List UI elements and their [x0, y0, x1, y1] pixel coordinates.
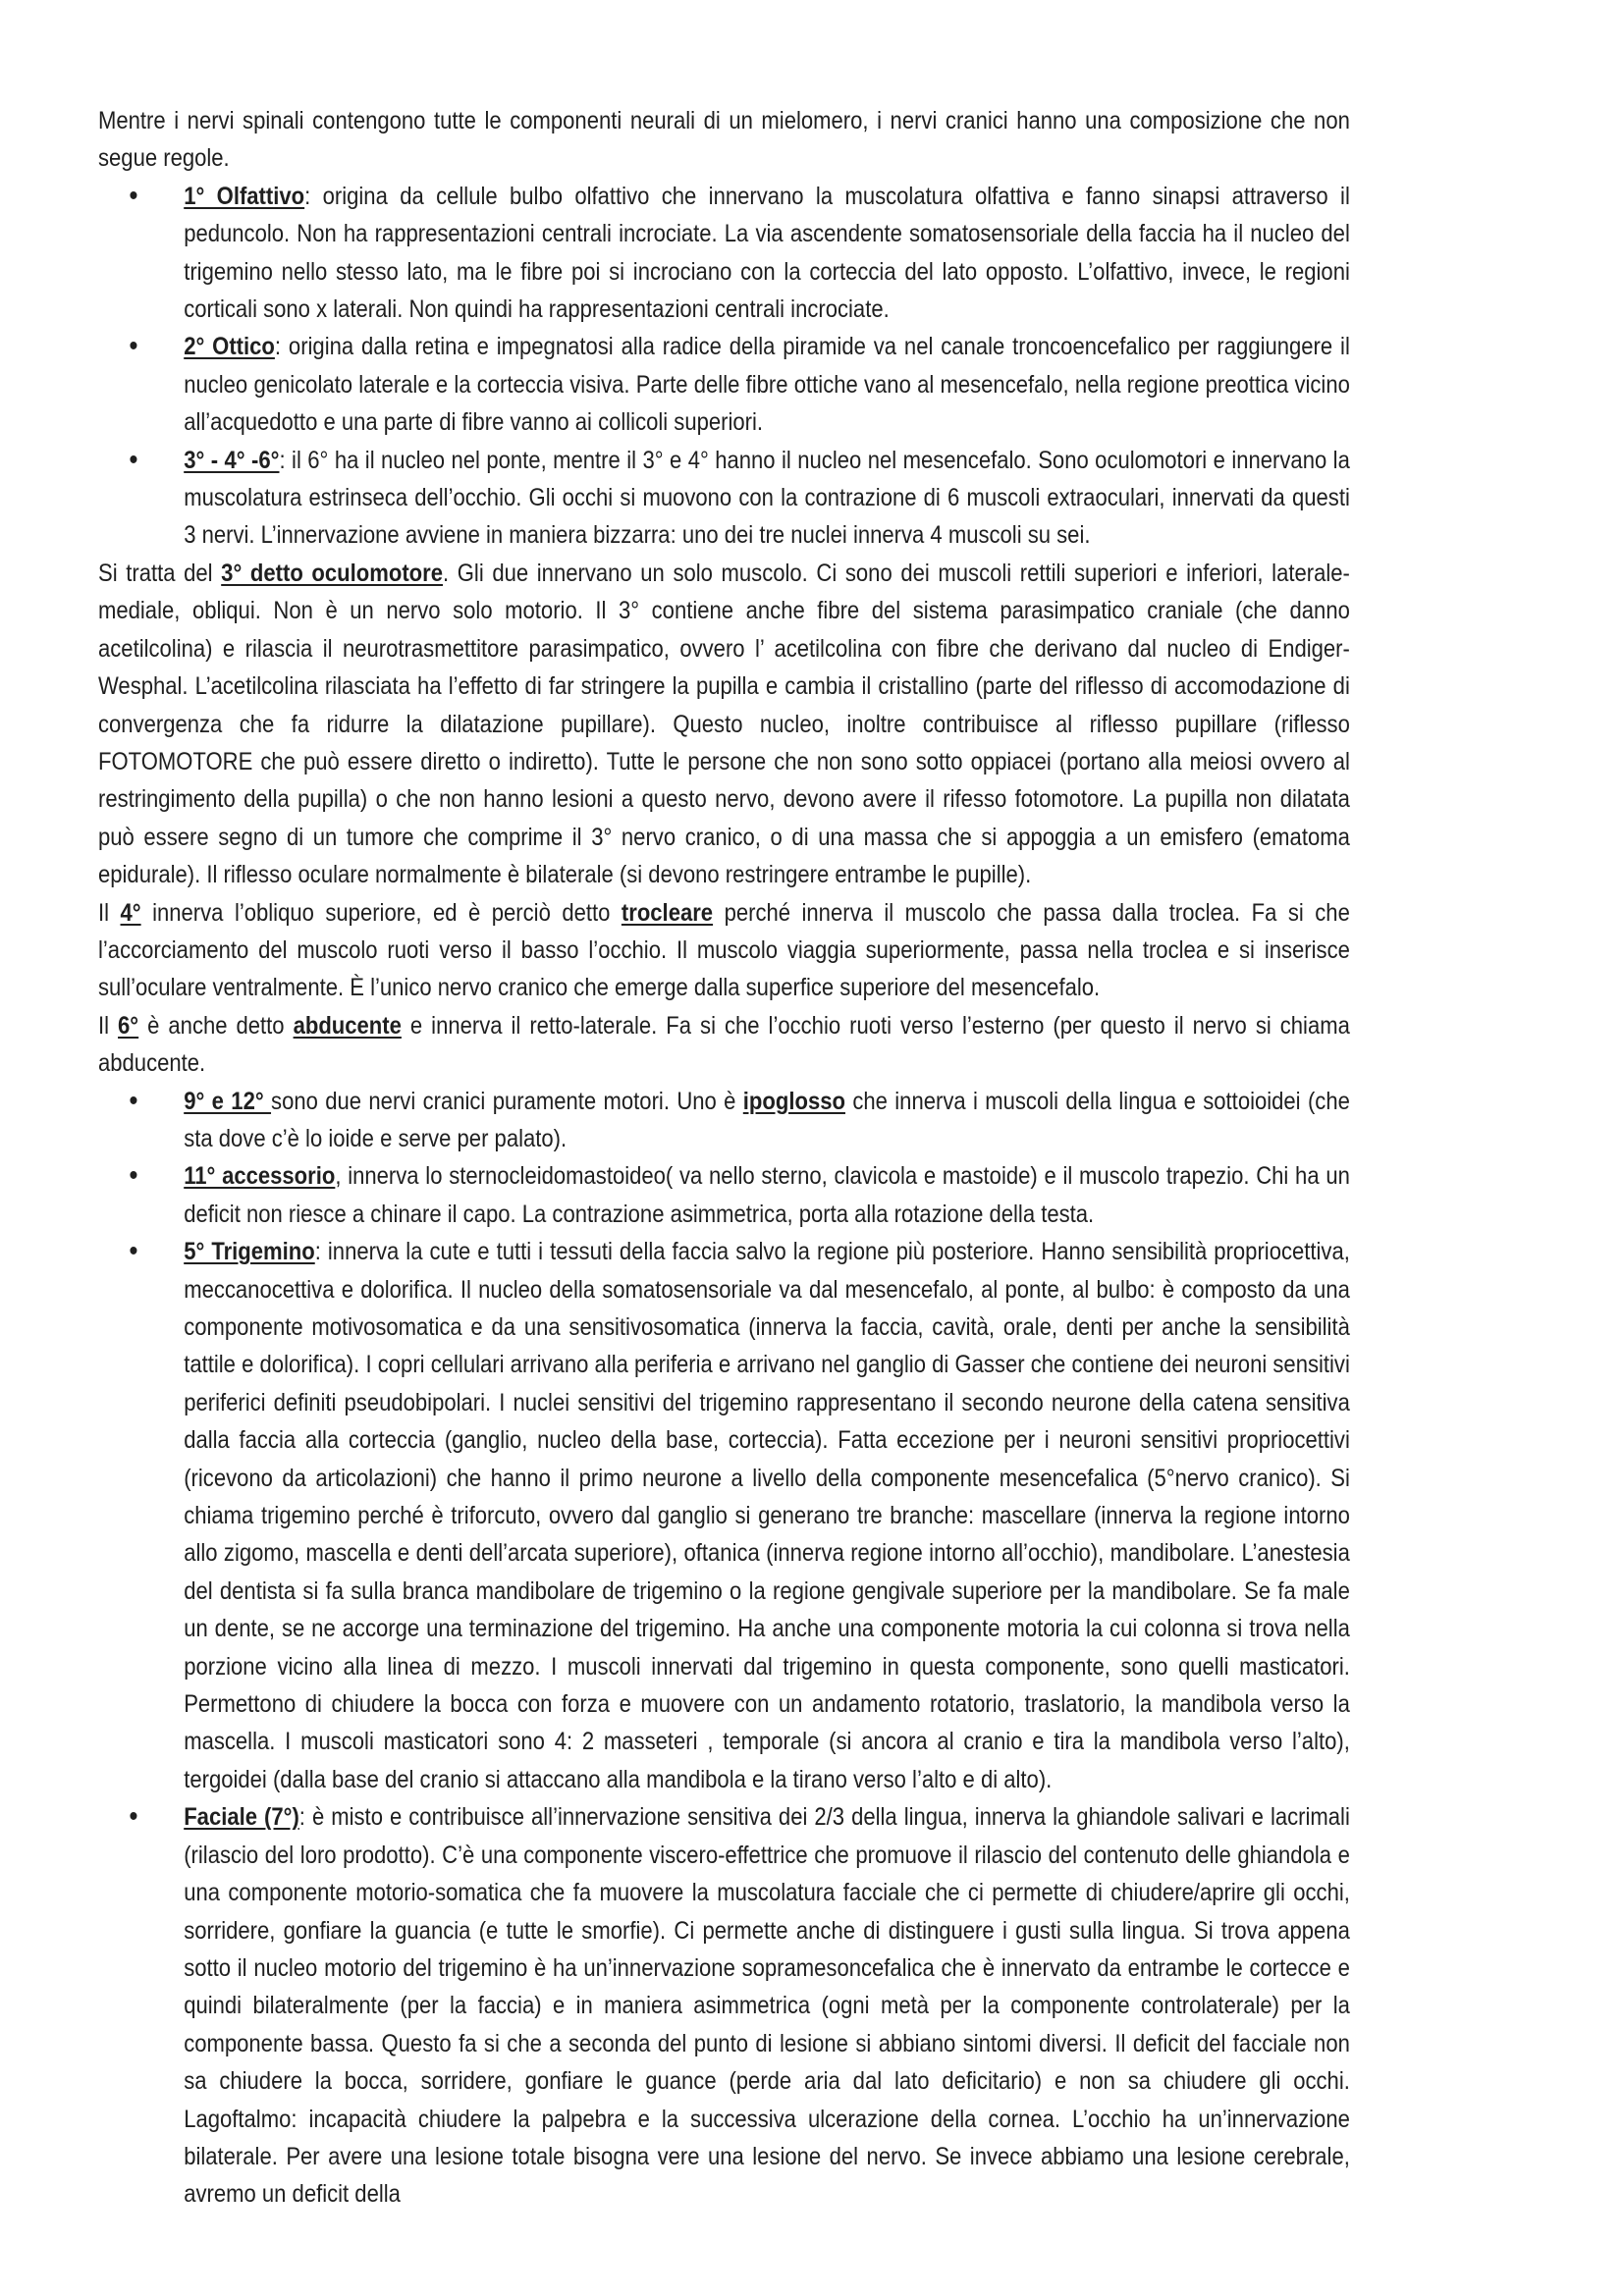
ottico-text: : origina dalla retina e impegnatosi alla radice della piramide va nel canale troncoencefalico per raggiungere il nucleo genicolato laterale e la corteccia visiva. Parte delle fibre ottiche vano al mesencefalo, nella regione preottica vicino all’acquedotto e una parte di fibre vanno ai collicoli superiori. — [184, 333, 1350, 437]
trocleare-paragraph — [98, 894, 1350, 1007]
document-body — [98, 102, 1350, 2214]
trocleare-before: Il — [98, 898, 121, 927]
bullet-dot-icon: • — [129, 1084, 138, 1117]
ipoglosso-title2: ipoglosso — [742, 1087, 845, 1115]
ottico-title: 2° Ottico — [184, 333, 275, 361]
olfattivo-text: : origina da cellule bulbo olfattivo che innervano la muscolatura olfattiva e fanno sinapsi attraverso il peduncolo. Non ha rappresentazioni centrali incrociate. La via ascendente somatosensoriale della faccia ha il nucleo del trigemino nello stesso lato, ma le fibre poi si incrociano con la corteccia del lato opposto. L’olfattivo, invece, le regioni corticali sono x laterali. Non quindi ha rappresentazioni centrali incrociate. — [184, 182, 1350, 324]
trocleare-middle: innerva l’obliquo superiore, ed è perciò detto — [140, 898, 622, 927]
oculomotori-text: : il 6° ha il nucleo nel ponte, mentre il 3° e 4° hanno il nucleo nel mesencefalo. Sono oculomotori e innervano la muscolatura estrinseca dell’occhio. Gli occhi si muovono con la contrazione di 6 muscoli extraoculari, innervati da questi 3 nervi. L’innervazione avviene in maniera bizzarra: uno dei tre nuclei innerva 4 muscoli su sei. — [184, 446, 1350, 550]
trigemino-text: : innerva la cute e tutti i tessuti della faccia salvo la regione più posteriore. Hanno sensibilità propriocettiva, meccanocettiva e dolorifica. Il nucleo della somatosensoriale va dal mesencefalo, al ponte, al bulbo: è composto da una componente motivosomatica e da una sensitivosomatica (innerva la faccia, cavità, orale, denti per anche la sensibilità tattile e dolorifica). I copri cellulari arrivano alla periferia e arrivano nel ganglio di Gasser che contiene dei neuroni sensitivi periferici definiti pseudobipolari. I nuclei sensitivi del trigemino rappresentano il secondo neurone della catena sensitiva dalla faccia alla corteccia (ganglio, nucleo della base, corteccia). Fatta eccezione per i neuroni sensitivi propriocettivi (ricevono da articolazioni) che hanno il primo neurone a livello della componente mesencefalica (5°nervo cranico). Si chiama trigemino perché è triforcuto, ovvero dal ganglio si generano tre branche: mascellare (innerva la regione intorno allo zigomo, mascella e denti dell’arcata superiore), oftanica (innerva regione intorno all’occhio), mandibolare. L’anestesia del dentista si fa sulla branca mandibolare de trigemino o la regione gengivale superiore per la mandibolare. Se fa male un dente, se ne accorge una terminazione del trigemino. Ha anche una componente motoria la cui colonna si trova nella porzione vicino alla linea di mezzo. I muscoli innervati dal trigemino in questa componente, sono quelli masticatori. Permettono di chiudere la bocca con forza e muovere con un andamento rotatorio, traslatorio, la mandibola verso la mascella. I muscoli masticatori sono 4: 2 masseteri , temporale (si ancora al cranio e tira la mandibola verso l’alto), tergoidei (dalla base del cranio si attaccano alla mandibola e la tirano verso l’alto e di alto). — [184, 1238, 1350, 1793]
intro-paragraph: Mentre i nervi spinali contengono tutte le componenti neurali di un mielomero, i nervi cranici hanno una composizione che non segue regole. — [98, 107, 1350, 173]
abducente-text: e innerva il retto-laterale. Fa si che l’occhio ruoti verso l’esterno (per questo il nervo si chiama abducente. — [98, 1011, 1350, 1078]
abducente-before: Il — [98, 1011, 119, 1040]
oculomotore-text: . Gli due innervano un solo muscolo. Ci sono dei muscoli rettili superiori e inferiori, laterale-mediale, obliqui. Non è un nervo solo motorio. Il 3° contiene anche fibre del sistema parasimpatico craniale (che danno acetilcolina) e rilascia il neurotrasmettitore parasimpatico, ovvero l’ acetilcolina con fibre che derivano dal nucleo di Endiger-Wesphal. L’acetilcolina rilasciata ha l’effetto di far stringere la pupilla e cambia il cristallino (parte del riflesso di accomodazione di convergenza che fa ridurre la dilatazione pupillare). Questo nucleo, inoltre contribuisce al riflesso pupillare (riflesso FOTOMOTORE che può essere diretto o indiretto). Tutte le persone che non sono sotto oppiacei (portano alla meiosi ovvero al restringimento della pupilla) o che non hanno lesioni a questo nervo, devono avere il rifesso fotomotore. La pupilla non dilatata può essere segno di un tumore che comprime il 3° nervo cranico, o di una massa che si appoggia a un emisfero (ematoma epidurale). Il riflesso oculare normalmente è bilaterale (si devono restringere entrambe le pupille). — [98, 559, 1350, 889]
abducente-num: 6° — [118, 1011, 139, 1040]
abducente-middle: è anche detto — [138, 1011, 294, 1040]
faciale-title: Faciale (7°) — [184, 1803, 299, 1832]
faciale-text: : è misto e contribuisce all’innervazione sensitiva dei 2/3 della lingua, innerva la ghiandole salivari e lacrimali (rilascio del loro prodotto). C’è una componente viscero-effettrice che promuove il rilascio del contenuto delle ghiandola e una componente motorio-somatica che fa muovere la muscolatura facciale che ci permette di chiudere/aprire gli occhi, sorridere, gonfiare la guancia (e tutte le smorfie). Ci permette anche di distinguere i gusti sulla lingua. Si trova appena sotto il nucleo motorio del trigemino è ha un’innervazione sopramesoncefalica che è innervato da entrambe le cortecce e quindi bilateralmente (per la faccia) e in maniera asimmetrica (ogni metà per la componente controlaterale) per la componente bassa. Questo fa si che a seconda del punto di lesione si abbiano sintomi diversi. Il deficit del facciale non sa chiudere la bocca, sorridere, gonfiare le guance (perde aria dal lato deficitario) e non sa chiudere gli occhi. Lagoftalmo: incapacità chiudere la palpebra e la successiva ulcerazione della cornea. L’occhio ha un’innervazione bilaterale. Per avere una lesione totale bisogna vere una lesione del nervo. Se invece abbiamo una lesione cerebrale, avremo un deficit della — [184, 1803, 1350, 2209]
oculomotori-title: 3° - 4° -6° — [184, 446, 280, 474]
bullet-ipoglosso — [98, 1083, 1350, 1158]
bullet-olfattivo — [98, 178, 1350, 329]
trocleare-num: 4° — [120, 898, 141, 927]
abducente-paragraph — [98, 1007, 1350, 1083]
oculomotore-title: 3° detto oculomotore — [221, 559, 444, 587]
trigemino-title: 5° Trigemino — [184, 1238, 315, 1266]
olfattivo-title: 1° Olfattivo — [184, 182, 305, 210]
oculomotore-paragraph — [98, 555, 1350, 894]
accessorio-title: 11° accessorio — [184, 1162, 336, 1191]
ipoglosso-middle: sono due nervi cranici puramente motori. Uno è — [271, 1087, 743, 1115]
bullet-dot-icon: • — [129, 443, 138, 476]
bullet-trigemino — [98, 1233, 1350, 1798]
accessorio-text: , innerva lo sternocleidomastoideo( va nello sterno, clavicola e mastoide) e il muscolo trapezio. Chi ha un deficit non riesce a chinare il capo. La contrazione asimmetrica, porta alla rotazione della testa. — [184, 1162, 1350, 1228]
bullet-dot-icon: • — [129, 179, 138, 212]
bullet-ottico — [98, 328, 1350, 441]
ipoglosso-text: che innerva i muscoli della lingua e sottoioidei (che sta dove c’è lo ioide e serve per palato). — [184, 1087, 1350, 1152]
trocleare-text: perché innerva il muscolo che passa dalla troclea. Fa si che l’accorciamento del muscolo ruoti verso il basso l’occhio. Il muscolo viaggia superiormente, passa nella troclea e si inserisce sull’oculare ventralmente. È l’unico nervo cranico che emerge dalla superfice superiore del mesencefalo. — [98, 898, 1350, 1002]
bullet-oculomotori — [98, 442, 1350, 555]
bullet-dot-icon: • — [129, 1800, 138, 1834]
bullet-faciale — [98, 1798, 1350, 2213]
bullet-dot-icon: • — [129, 1235, 138, 1268]
trocleare-title: trocleare — [621, 898, 714, 927]
ipoglosso-title: 9° e 12° — [184, 1087, 272, 1115]
bullet-dot-icon: • — [129, 330, 138, 363]
abducente-title: abducente — [293, 1011, 402, 1040]
oculomotore-before: Si tratta del — [98, 559, 222, 587]
bullet-dot-icon: • — [129, 1159, 138, 1193]
bullet-accessorio — [98, 1157, 1350, 1233]
